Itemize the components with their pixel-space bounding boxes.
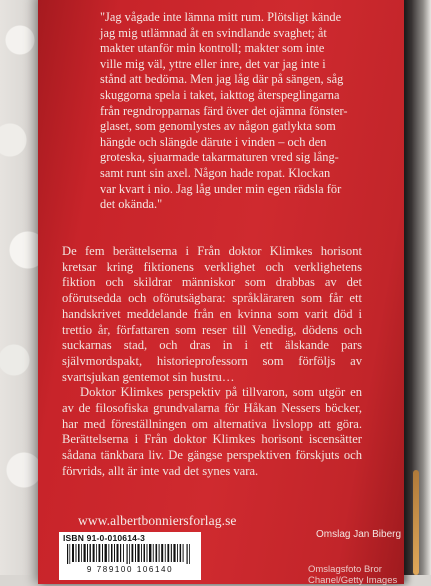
barcode-number: 9 789100 106140 — [86, 565, 174, 574]
quote-line: jag mig utlämnad åt en svindlande svaghet; åt — [100, 25, 327, 40]
quote-line: ville mig väl, yttre eller inre, det var jag inte i — [100, 56, 326, 71]
quote-line: makter utanför min kontroll; makter som inte — [100, 41, 325, 56]
quote-line: var kvart i nio. Jag låg under min egen rädsla för — [100, 181, 342, 196]
quote-line: glaset, som genomlystes av någon gatlykta som — [100, 119, 336, 134]
quote-line: det okända." — [100, 197, 163, 212]
quote-line: "Jag vågade inte lämna mitt rum. Plötsligt kände — [100, 10, 342, 24]
quote-line: groteska, sjuarmade takarmaturen vred sig lång- — [100, 150, 339, 165]
quote-line: skuggorna spela i taket, iakttog återspeglingarna — [100, 87, 340, 102]
description-paragraph-2: Doktor Klimkes perspektiv på tillvaron, som utgör en av de filosofiska grundvalarna för Håkan Nessers böcker, har med föreställningen om alternativa livslopp att göra. Berättelserna i Från doktor Klimkes horisont iscensätter sådana tänkbara liv. De gängse perspektiven förskjuts och förvrids, allt är inte vad det synes vara. — [62, 385, 362, 478]
quote-line: samt runt sin axel. Någon hade ropat. Klockan — [100, 165, 331, 180]
book-quote — [100, 10, 385, 213]
photo-credit: Omslagsfoto Bror Chanel/Getty Images — [308, 564, 398, 586]
book-description — [62, 244, 362, 480]
isbn-text: ISBN 91-0-010614-3 — [63, 533, 146, 543]
adjacent-book-spine — [413, 470, 419, 575]
barcode-label — [59, 532, 201, 580]
publisher-website: www.albertbonniersforlag.se — [78, 513, 237, 528]
quote-line: från regndropparnas färd över det ojämna fönster- — [100, 103, 348, 118]
description-paragraph-1: De fem berättelserna i Från doktor Klimkes horisont kretsar kring fiktionens verklighet och verklighetens fiktion och skildrar människor som drabbas av det oförutsedda och oförutsägbara: språkläraren som får ett handskrivet meddelande från en kvinna som varit död i trettio år, författaren som reser till Venedig, dödens och suckarnas stad, och dras in i ett älskande pars självmordspakt, historieprofessorn som förföljs av svartsjukan gentemot sin hustru… — [62, 244, 362, 384]
quote-line: stånd att bedöma. Men jag låg där på sängen, såg — [100, 72, 344, 87]
cover-credit: Omslag Jan Biberg — [316, 529, 402, 540]
barcode-icon — [65, 544, 195, 564]
quote-line: hängde och slängde därute i vinden – och den — [100, 134, 327, 149]
